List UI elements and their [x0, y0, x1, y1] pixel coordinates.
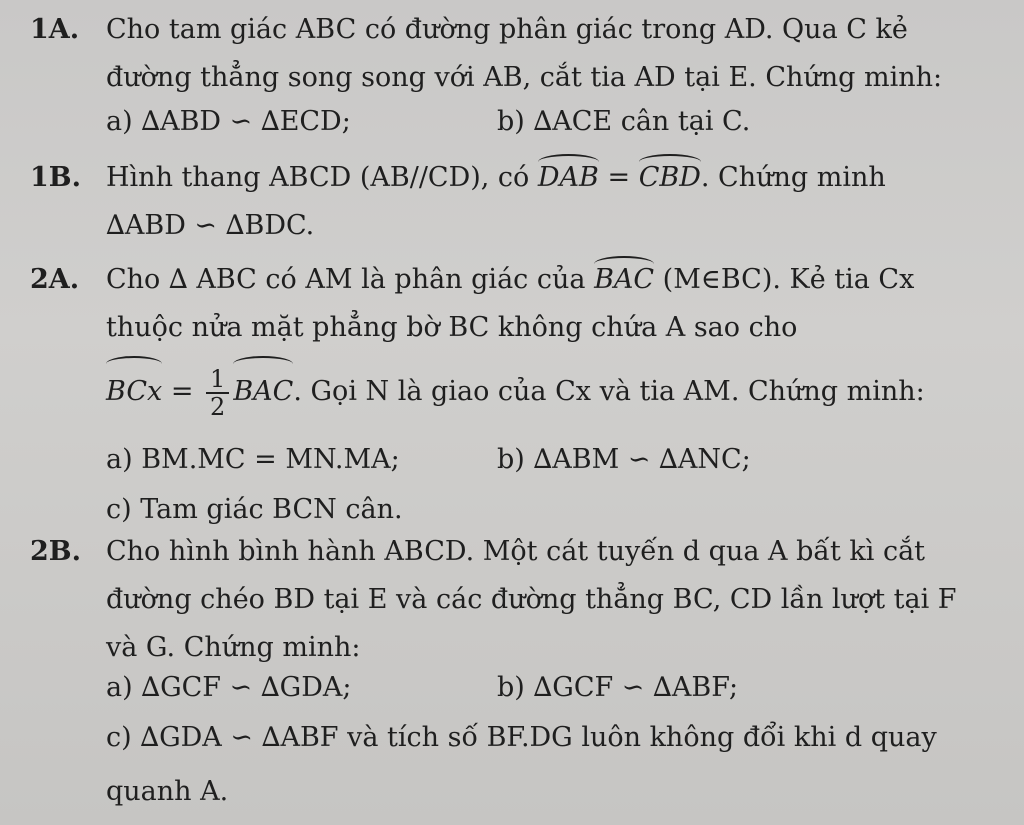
problem-1b-text-1-pre: Hình thang ABCD (AB//CD), có: [106, 162, 530, 193]
fraction-one-half: [206, 366, 229, 420]
problem-2a-part-b: b) ∆ABM ∽ ∆ANC;: [497, 444, 751, 475]
problem-2a-text-1-pre: Cho ∆ ABC có AM là phân giác của: [106, 264, 586, 295]
problem-1a-part-b: b) ∆ACE cân tại C.: [497, 106, 751, 137]
equals-sign: =: [607, 162, 631, 193]
fraction-denominator: 2: [210, 392, 226, 421]
angle-cbd: CBD: [639, 160, 701, 196]
problem-1b-text-1: [106, 160, 886, 196]
problem-2b-text-1: Cho hình bình hành ABCD. Một cát tuyến d qua A bất kì cắt: [106, 536, 926, 567]
problem-2a-part-a: a) BM.MC = MN.MA;: [106, 444, 400, 475]
problem-number-2a: 2A.: [30, 264, 80, 295]
problem-2b-text-3: và G. Chứng minh:: [106, 632, 361, 663]
problem-2a-text-1: [106, 262, 914, 298]
problem-2b-part-c-2: quanh A.: [106, 776, 229, 807]
problem-1a-text-1: Cho tam giác ABC có đường phân giác trong AD. Qua C kẻ: [106, 14, 908, 45]
problem-number-1b: 1B.: [30, 162, 82, 193]
equals-sign-2: =: [170, 376, 194, 407]
problem-2a-text-1-post: (M∈BC). Kẻ tia Cx: [662, 264, 915, 295]
problem-1a-text-2: đường thẳng song song với AB, cắt tia AD tại E. Chứng minh:: [106, 62, 943, 93]
fraction-numerator: 1: [206, 366, 229, 394]
problem-1a-part-a: a) ∆ABD ∽ ∆ECD;: [106, 106, 351, 137]
problem-2a-part-c: c) Tam giác BCN cân.: [106, 494, 403, 525]
problem-2a-text-3-post: . Gọi N là giao của Cx và tia AM. Chứng minh:: [293, 376, 925, 407]
problem-2b-text-2: đường chéo BD tại E và các đường thẳng BC, CD lần lượt tại F: [106, 584, 957, 615]
angle-bac-2: BAC: [233, 362, 293, 422]
problem-1b-text-2: ∆ABD ∽ ∆BDC.: [106, 210, 315, 241]
problem-2b-part-c: c) ∆GDA ∽ ∆ABF và tích số BF.DG luôn không đổi khi d quay: [106, 722, 937, 753]
angle-bac: BAC: [594, 262, 654, 298]
angle-bcx: BCx: [106, 362, 162, 422]
problem-2a-text-3: [106, 362, 925, 422]
problem-number-2b: 2B.: [30, 536, 82, 567]
problem-2b-part-a: a) ∆GCF ∽ ∆GDA;: [106, 672, 352, 703]
problem-2b-part-b: b) ∆GCF ∽ ∆ABF;: [497, 672, 739, 703]
angle-dab: DAB: [538, 160, 599, 196]
problem-number-1a: 1A.: [30, 14, 80, 45]
problem-2a-text-2: thuộc nửa mặt phẳng bờ BC không chứa A sao cho: [106, 312, 798, 343]
problem-1b-text-1-post: . Chứng minh: [700, 162, 886, 193]
